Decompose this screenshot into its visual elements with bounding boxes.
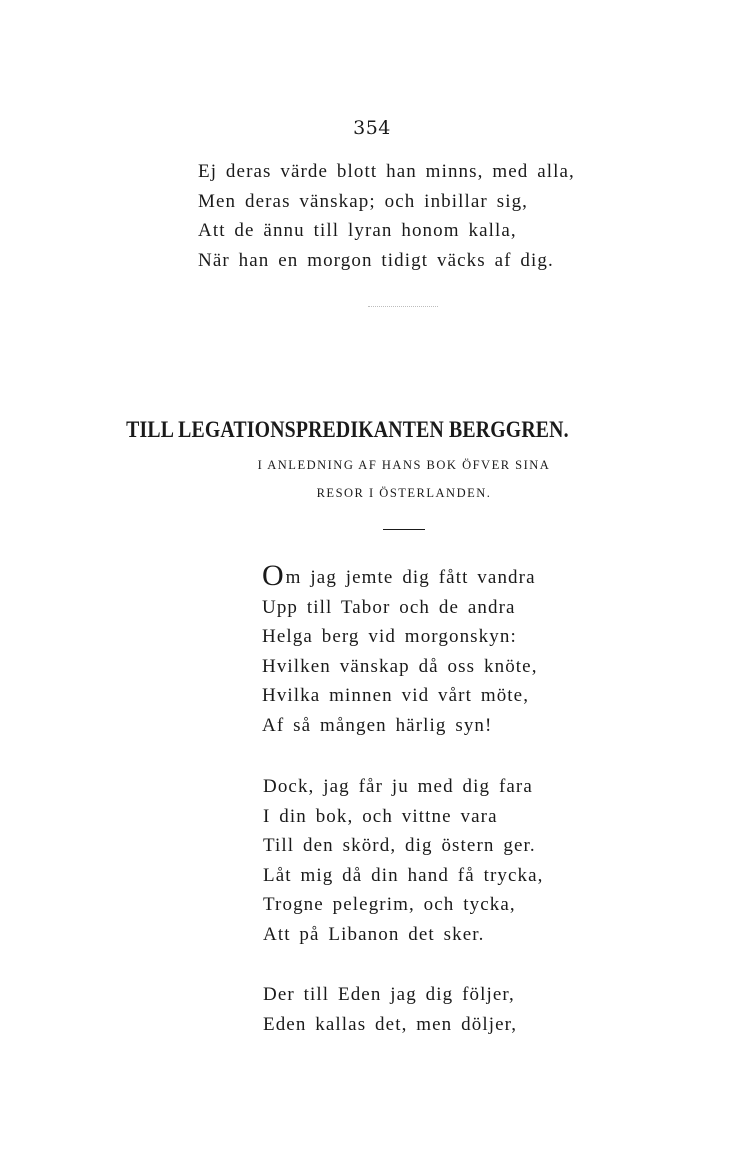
poem-stanza-3 xyxy=(263,980,517,1039)
verse-line: Dock, jag får ju med dig fara xyxy=(263,776,533,797)
verse-line: Att de ännu till lyran honom kalla, xyxy=(198,220,517,241)
verse-line: Men deras vänskap; och inbillar sig, xyxy=(198,190,529,212)
verse-line: Trogne pelegrim, och tycka, xyxy=(263,894,516,915)
verse-line: Hvilka minnen vid vårt möte, xyxy=(262,685,530,706)
poem-subtitle-line-1: I ANLEDNING AF HANS BOK ÖFVER SINA xyxy=(257,458,551,472)
verse-line: Låt mig då din hand få trycka, xyxy=(263,864,544,886)
section-ornament xyxy=(368,306,438,309)
verse-line: Ej deras värde blott han minns, med alla, xyxy=(198,161,575,182)
verse-line xyxy=(262,559,538,593)
drop-cap: O xyxy=(262,559,284,592)
verse-line: Hvilken vänskap då oss knöte, xyxy=(262,655,538,677)
verse-line: Af så mången härlig syn! xyxy=(262,714,493,736)
page-number: 354 xyxy=(353,117,391,139)
verse-line: Till den skörd, dig östern ger. xyxy=(263,835,536,856)
poem-stanza-1 xyxy=(262,559,538,740)
previous-poem-stanza xyxy=(198,157,575,275)
title-rule xyxy=(383,529,425,530)
verse-line: Der till Eden jag dig följer, xyxy=(263,984,515,1005)
poem-subtitle-line-2: RESOR I ÖSTERLANDEN. xyxy=(316,486,492,500)
verse-line: Upp till Tabor och de andra xyxy=(262,596,516,618)
verse-line-text: m jag jemte dig fått vandra xyxy=(285,567,536,588)
verse-line: I din bok, och vittne vara xyxy=(263,805,498,827)
poem-title: TILL LEGATIONSPREDIKANTEN BERGGREN. xyxy=(126,417,569,442)
verse-line: Att på Libanon det sker. xyxy=(263,923,485,945)
verse-line: Eden kallas det, men döljer, xyxy=(263,1013,518,1035)
verse-line: Helga berg vid morgonskyn: xyxy=(262,626,517,647)
poem-stanza-2 xyxy=(263,772,544,949)
verse-line: När han en morgon tidigt väcks af dig. xyxy=(198,249,554,271)
